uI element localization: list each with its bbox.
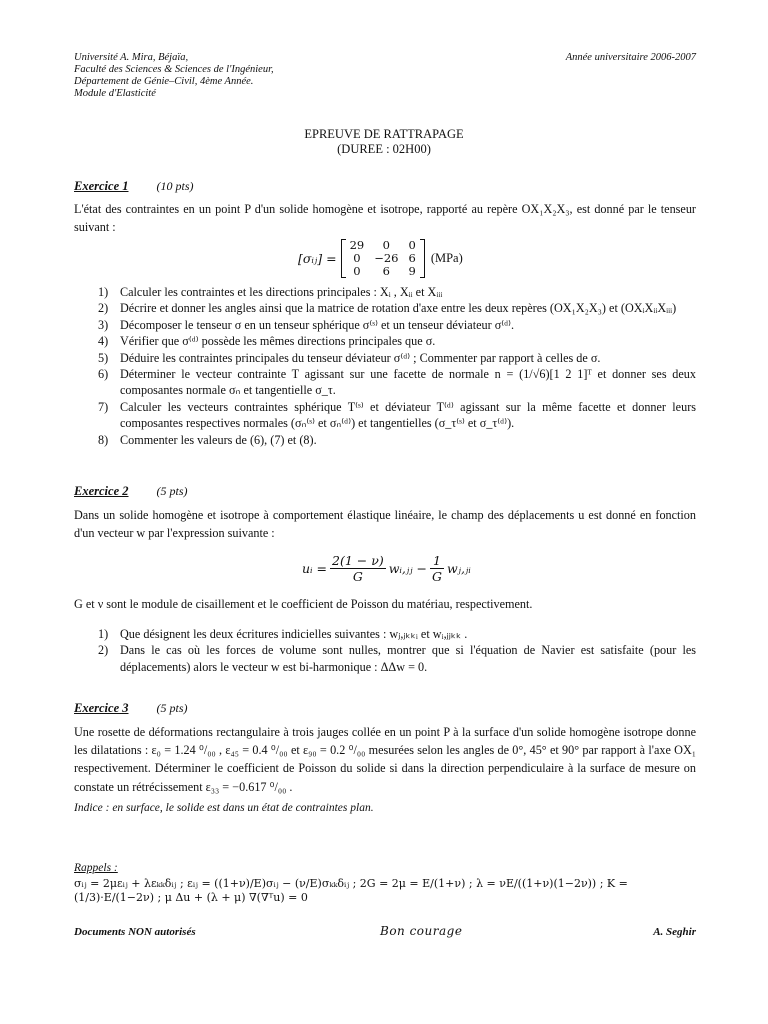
question-text: Dans le cas où les forces de volume sont nulles, montrer que si l'équation de Navier est satisfaite (pour les déplacements) alors le vecteur w est bi-harmonique : ΔΔw = 0. xyxy=(120,643,696,674)
question-item xyxy=(74,317,696,333)
exercise-3-text: Une rosette de déformations rectangulaire à trois jauges collée en un point P à la surface d'un solide homogène isotrope donne les dilatations : ε₀ = 1.24 ⁰/₀₀ , ε₄₅ = 0.4 ⁰/₀₀ et ε₉₀ = 0.2 ⁰/₀₀ mesurées selon les angles de 0°, 45° et 90° par rapport à l'axe OX₁ respectivement. Déterminer le coefficient de Poisson du solide si dans la direction perpendiculaire à la surface de mesure on constate un rétrécissement ε₃₃ = −0.617 ⁰/₀₀ . xyxy=(74,725,696,794)
exam-title-line1: EPREUVE DE RATTRAPAGE xyxy=(304,127,464,141)
matrix-cell: 0 xyxy=(353,263,361,278)
header-line: Département de Génie–Civil, 4ème Année. xyxy=(74,76,254,87)
fraction-denominator: G xyxy=(431,568,442,584)
exercise-2-intro: Dans un solide homogène et isotrope à comportement élastique linéaire, le champ des déplacements u est donné en fonction d'un vecteur w par l'expression suivante : xyxy=(74,508,696,541)
exercise-2-definitions: G et ν sont le module de cisaillement et le coefficient de Poisson du matériau, respectivement. xyxy=(74,597,533,611)
footer-documents: Documents NON autorisés xyxy=(74,926,196,938)
matrix-cell: 0 xyxy=(353,250,361,265)
question-item xyxy=(74,333,696,349)
matrix-cell: −26 xyxy=(374,250,399,265)
header-line: Université A. Mira, Béjaïa, xyxy=(74,52,189,63)
matrix-cell: 9 xyxy=(408,263,416,278)
question-number: 2) xyxy=(98,301,109,316)
question-number: 3) xyxy=(98,317,109,332)
question-item xyxy=(74,284,696,300)
eq-lhs: uᵢ = xyxy=(302,560,328,576)
fraction xyxy=(430,553,444,584)
question-item xyxy=(74,366,696,399)
question-text: Décomposer le tenseur σ en un tenseur sphérique σ⁽ˢ⁾ et un tenseur déviateur σ⁽ᵈ⁾. xyxy=(120,317,515,332)
question-item xyxy=(74,626,696,642)
question-number: 7) xyxy=(98,399,109,414)
question-number: 2) xyxy=(98,643,109,658)
matrix-cell: 6 xyxy=(382,263,390,278)
exercise-2-heading xyxy=(74,484,188,499)
fraction-numerator: 2(1 − ν) xyxy=(332,552,384,568)
university-header xyxy=(74,52,434,100)
question-text: Vérifier que σ⁽ᵈ⁾ possède les mêmes directions principales que σ. xyxy=(120,334,436,349)
rappels-title: Rappels : xyxy=(74,862,118,874)
tensor-label: [σᵢⱼ] = xyxy=(298,250,337,266)
eq-middle: wᵢ,ⱼⱼ − xyxy=(388,560,427,576)
exercise-3-heading xyxy=(74,701,188,716)
question-item xyxy=(74,642,696,675)
rappels-formulas: σᵢⱼ = 2μεᵢⱼ + λεₖₖδᵢⱼ ; εᵢⱼ = ((1+ν)/E)σᵢⱼ − (ν/E)σₖₖδᵢⱼ ; 2G = 2μ = E/(1+ν) ; λ = νE/((1+ν)(1−2ν)) ; K = (1/3)·E/(1−2ν) ; μ Δu + (λ + μ) ∇(∇ᵀu) = 0 xyxy=(74,877,628,904)
exam-title xyxy=(0,127,768,157)
header-line: Faculté des Sciences & Sciences de l'Ingénieur, xyxy=(74,64,274,75)
exercise-1-points: (10 pts) xyxy=(156,179,194,193)
question-number: 1) xyxy=(98,285,109,299)
question-text: Commenter les valeurs de (6), (7) et (8). xyxy=(120,432,317,447)
matrix-cell: 0 xyxy=(408,237,416,252)
question-number: 5) xyxy=(98,350,109,365)
exercise-3-points: (5 pts) xyxy=(156,701,188,715)
academic-year: Année universitaire 2006-2007 xyxy=(565,52,696,63)
footer-good-luck: Bon courage xyxy=(380,924,463,938)
exercise-1-questions xyxy=(74,284,696,448)
displacement-equation xyxy=(302,551,471,585)
exercise-1-heading xyxy=(74,179,194,194)
eq-end: wⱼ,ⱼᵢ xyxy=(446,560,471,576)
question-text: Déterminer le vecteur contrainte T agissant sur une facette de normale n = (1/√6)[1 2 1]ᵀ et donner ses deux composantes normale σₙ et tangentielle σ_τ. xyxy=(120,367,696,398)
exam-title-line2: (DUREE : 02H00) xyxy=(337,142,431,156)
exercise-2-title: Exercice 2 xyxy=(74,484,129,498)
exercise-1-title: Exercice 1 xyxy=(74,179,129,193)
question-number: 8) xyxy=(98,432,109,447)
matrix-cell: 0 xyxy=(382,237,390,252)
exercise-2-questions xyxy=(74,626,696,675)
question-item xyxy=(74,432,696,448)
question-number: 6) xyxy=(98,367,109,382)
fraction-denominator: G xyxy=(352,568,363,584)
question-item xyxy=(74,350,696,366)
question-text: Que désignent les deux écritures indicielles suivantes : wⱼ,ⱼₖₖᵢ et wᵢ,ⱼⱼₖₖ . xyxy=(120,627,468,641)
header-line: Module d'Elasticité xyxy=(74,88,156,99)
footer-author: A. Seghir xyxy=(653,926,696,938)
unit-label: (MPa) xyxy=(430,250,463,265)
question-text: Décrire et donner les angles ainsi que la matrice de rotation d'axe entre les deux repères (OX₁X₂X₃) et (OXᵢXᵢᵢXᵢᵢᵢ) xyxy=(120,301,677,316)
fraction-numerator: 1 xyxy=(430,553,444,569)
matrix-cell: 29 xyxy=(349,237,365,252)
exercise-3-title: Exercice 3 xyxy=(74,701,129,715)
question-number: 1) xyxy=(98,627,109,641)
question-text: Calculer les vecteurs contraintes sphérique T⁽ˢ⁾ et déviateur T⁽ᵈ⁾ agissant sur la même facette et donner leurs composantes respectives normales (σₙ⁽ˢ⁾ et σₙ⁽ᵈ⁾) et tangentielles (σ_τ⁽ˢ⁾ et σ_τ⁽ᵈ⁾). xyxy=(120,399,696,431)
question-text: Déduire les contraintes principales du tenseur déviateur σ⁽ᵈ⁾ ; Commenter par rapport à celles de σ. xyxy=(120,350,601,365)
question-item xyxy=(74,399,696,432)
exercise-2-points: (5 pts) xyxy=(156,484,188,498)
matrix-cell: 6 xyxy=(408,250,416,265)
stress-tensor xyxy=(298,236,463,280)
stress-matrix xyxy=(341,239,425,278)
fraction xyxy=(330,553,386,584)
question-number: 4) xyxy=(98,334,109,349)
question-text: Calculer les contraintes et les directions principales : Xᵢ , Xᵢᵢ et Xᵢᵢᵢ xyxy=(120,285,443,299)
exercise-1-intro: L'état des contraintes en un point P d'un solide homogène et isotrope, rapporté au repère OX₁X₂X₃, est donné par le tenseur suivant : xyxy=(74,202,696,235)
exercise-3-hint: Indice : en surface, le solide est dans un état de contraintes plan. xyxy=(74,802,374,814)
question-item xyxy=(74,300,696,316)
